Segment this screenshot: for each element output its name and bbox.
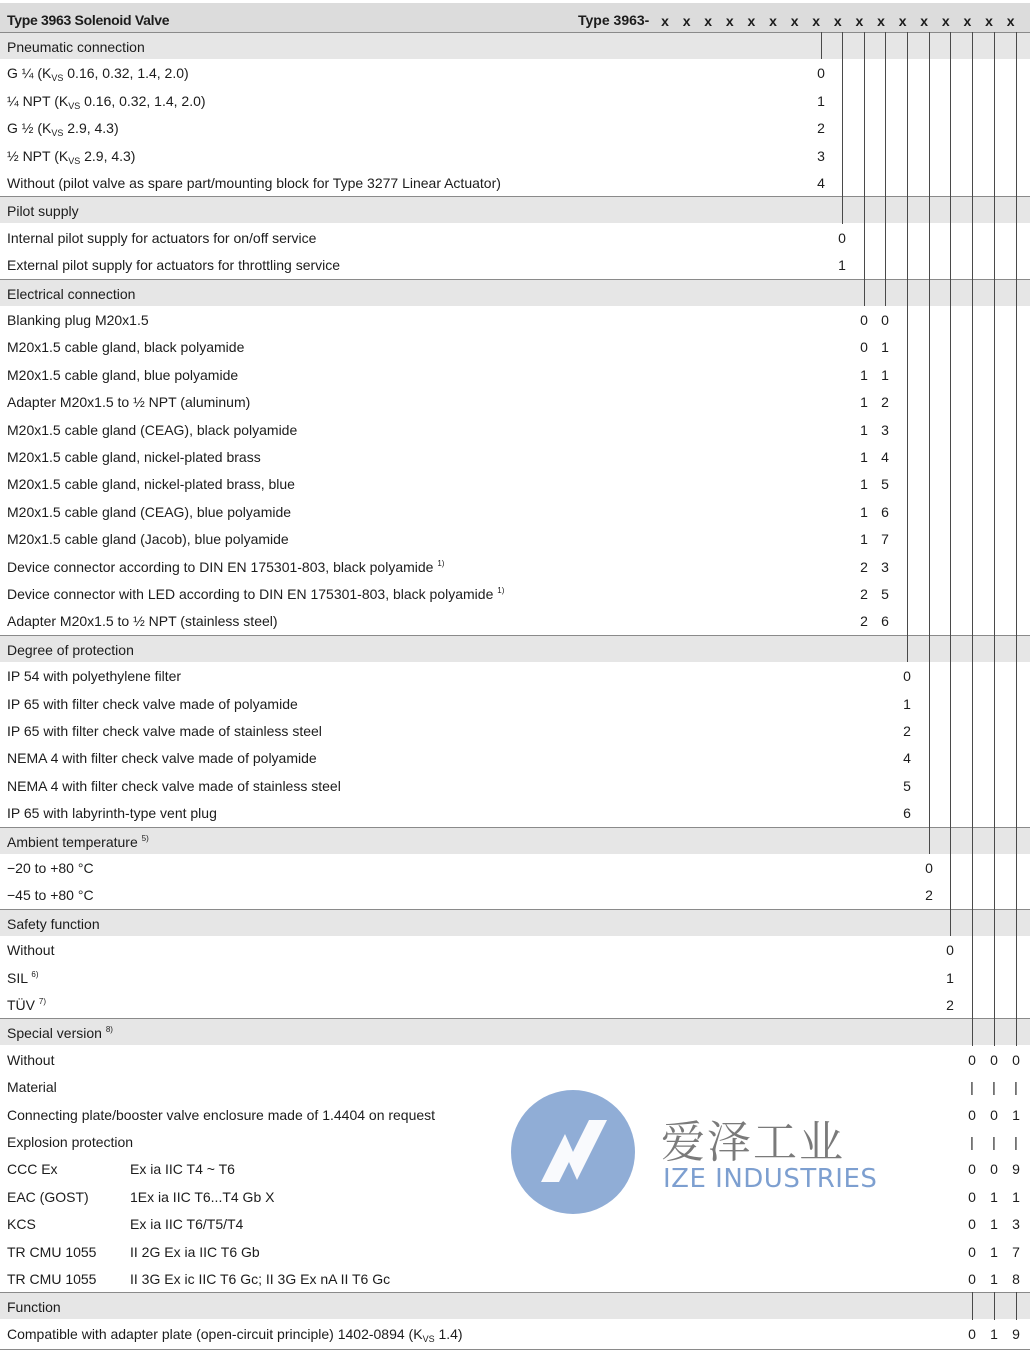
code-digit: 9 — [1012, 1161, 1020, 1178]
watermark — [511, 1088, 891, 1216]
document-title: Type 3963 Solenoid Valve — [7, 12, 170, 28]
option-label: M20x1.5 cable gland (CEAG), black polyamide — [7, 421, 298, 438]
code-digit: 1 — [860, 476, 868, 493]
code-digit: 5 — [903, 777, 911, 794]
option-row — [0, 1320, 1030, 1347]
code-digit: | — [992, 1134, 996, 1150]
option-label: EAC (GOST) — [7, 1188, 89, 1205]
code-digit: 0 — [817, 65, 825, 82]
option-row — [0, 306, 1030, 333]
section-header — [0, 827, 1030, 854]
column-guide-line — [842, 32, 843, 224]
option-row — [0, 251, 1030, 278]
section-title: Function — [7, 1299, 61, 1316]
column-guide-line — [972, 1292, 973, 1319]
option-detail: II 2G Ex ia IIC T6 Gb — [130, 1243, 260, 1260]
code-placeholder: x — [855, 13, 864, 29]
code-digit: 5 — [881, 476, 889, 493]
code-digit: 4 — [903, 750, 911, 767]
option-row — [0, 169, 1030, 196]
code-digit: 0 — [860, 312, 868, 328]
section-header — [0, 196, 1030, 223]
code-placeholder: x — [790, 13, 799, 29]
option-row — [0, 799, 1030, 826]
code-digit: 2 — [817, 120, 825, 137]
code-digit: | — [992, 1079, 996, 1096]
code-digit: | — [970, 1079, 974, 1096]
option-row — [0, 936, 1030, 963]
code-digit: | — [1014, 1134, 1018, 1150]
option-row — [0, 114, 1030, 141]
code-digit: 1 — [860, 449, 868, 465]
code-placeholder: x — [877, 13, 885, 29]
code-placeholder: x — [985, 13, 993, 29]
column-guide-line — [994, 1292, 995, 1319]
option-label: TÜV $^{7)}$ — [7, 997, 47, 1013]
option-row — [0, 991, 1030, 1018]
code-digit: 2 — [860, 558, 868, 575]
option-label: External pilot supply for actuators for throttling service — [7, 257, 341, 274]
code-digit: 0 — [946, 942, 954, 959]
code-placeholder: x — [747, 13, 756, 29]
option-detail: 1Ex ia IIC T6...T4 Gb X — [130, 1188, 275, 1205]
section-header — [0, 635, 1030, 662]
option-row — [0, 361, 1030, 388]
option-label: KCS — [7, 1216, 36, 1233]
code-digit: 0 — [925, 860, 933, 876]
bottom-rule — [0, 1349, 1030, 1350]
option-label: M20x1.5 cable gland (CEAG), blue polyamide — [7, 503, 292, 520]
code-digit: 0 — [990, 1051, 998, 1068]
code-digit: 2 — [860, 586, 868, 602]
code-digit: 0 — [903, 668, 911, 685]
code-placeholder: x — [725, 13, 734, 29]
option-label: M20x1.5 cable gland, blue polyamide — [7, 366, 239, 383]
option-row — [0, 1046, 1030, 1073]
code-digit: 3 — [1012, 1216, 1020, 1233]
code-digit: 6 — [881, 503, 889, 520]
code-digit: 1 — [881, 366, 889, 383]
code-placeholder: x — [682, 13, 691, 29]
code-digit: 0 — [968, 1051, 976, 1068]
option-label: M20x1.5 cable gland (Jacob), blue polyamide — [7, 531, 289, 548]
code-digit: 3 — [881, 558, 889, 575]
option-row — [0, 87, 1030, 114]
option-row — [0, 553, 1030, 580]
code-digit: 1 — [946, 969, 954, 986]
code-digit: 2 — [903, 723, 911, 739]
section-title: Pneumatic connection — [7, 39, 145, 55]
option-row — [0, 224, 1030, 251]
code-placeholder: x — [661, 13, 669, 29]
code-digit: 1 — [860, 503, 868, 520]
option-row — [0, 333, 1030, 360]
code-digit: 3 — [817, 147, 825, 164]
option-label: Internal pilot supply for actuators for on/off service — [7, 229, 317, 246]
option-row — [0, 1265, 1030, 1292]
option-label: Connecting plate/booster valve enclosure made of 1.4404 on request — [7, 1106, 436, 1123]
code-placeholder: x — [898, 13, 907, 29]
code-digit: 1 — [860, 394, 868, 411]
header-bar — [0, 3, 1030, 32]
code-digit: 4 — [817, 175, 825, 191]
code-digit: 5 — [881, 586, 889, 602]
section-title: Degree of protection — [7, 641, 134, 658]
option-label: IP 65 with filter check valve made of stainless steel — [7, 723, 322, 739]
option-label: TR CMU 1055 — [7, 1271, 97, 1287]
option-row — [0, 59, 1030, 86]
option-label: −20 to +80 °C — [7, 860, 94, 876]
code-digit: 4 — [881, 449, 889, 465]
column-guide-line — [972, 32, 973, 1046]
option-label: M20x1.5 cable gland, black polyamide — [7, 339, 245, 356]
code-digit: | — [1014, 1079, 1018, 1096]
code-placeholder: x — [963, 13, 972, 29]
option-row — [0, 388, 1030, 415]
code-placeholder: x — [704, 13, 713, 29]
option-label: G ¼ ($K_{VS}$ 0.16, 0.32, 1.4, 2.0) — [7, 65, 189, 84]
option-row — [0, 416, 1030, 443]
option-row — [0, 744, 1030, 771]
code-digit: 0 — [968, 1271, 976, 1287]
code-placeholder: x — [769, 13, 777, 29]
code-digit: 1 — [990, 1216, 998, 1233]
option-row — [0, 443, 1030, 470]
option-label: NEMA 4 with filter check valve made of polyamide — [7, 750, 317, 767]
code-digit: 9 — [1012, 1325, 1020, 1342]
column-guide-line — [929, 32, 930, 854]
type-code-prefix: Type 3963- — [578, 12, 650, 28]
option-label: SIL $^{6)}$ — [7, 969, 39, 986]
code-digit: | — [970, 1134, 974, 1150]
code-digit: 1 — [990, 1325, 998, 1342]
code-digit: 1 — [881, 339, 889, 356]
code-digit: 6 — [881, 613, 889, 630]
code-placeholder: x — [920, 13, 929, 29]
code-digit: 2 — [860, 613, 868, 630]
section-title: Pilot supply — [7, 203, 79, 220]
option-label: Adapter M20x1.5 to ½ NPT (aluminum) — [7, 394, 251, 411]
option-label: Device connector with LED according to DIN EN 175301-803, black polyamide $^{1)}$ — [7, 586, 505, 602]
option-label: Adapter M20x1.5 to ½ NPT (stainless steel) — [7, 613, 278, 630]
option-row — [0, 772, 1030, 799]
option-row — [0, 690, 1030, 717]
code-placeholder: x — [941, 13, 950, 29]
watermark-chinese-text: 爱泽工业 — [661, 1117, 845, 1168]
code-digit: 1 — [1012, 1188, 1020, 1205]
section-title: Ambient temperature $^{5)}$ — [7, 833, 149, 850]
option-detail: Ex ia IIC T4 ~ T6 — [130, 1161, 235, 1178]
option-label: Compatible with adapter plate (open-circuit principle) 1402-0894 ($K_{VS}$ 1.4) — [7, 1325, 463, 1344]
code-digit: 0 — [881, 312, 889, 328]
option-row — [0, 881, 1030, 908]
option-row — [0, 498, 1030, 525]
option-label: Without — [7, 942, 55, 959]
code-digit: 1 — [838, 257, 846, 274]
option-label: ¼ NPT ($K_{VS}$ 0.16, 0.32, 1.4, 2.0) — [7, 92, 206, 111]
option-row — [0, 142, 1030, 169]
option-label: TR CMU 1055 — [7, 1243, 97, 1260]
option-label: M20x1.5 cable gland, nickel-plated brass, blue — [7, 476, 295, 493]
code-digit: 7 — [1012, 1243, 1020, 1260]
option-row — [0, 662, 1030, 689]
watermark-english-text: IZE INDUSTRIES — [663, 1164, 878, 1194]
section-title: Electrical connection — [7, 285, 136, 302]
column-guide-line — [907, 32, 908, 662]
code-digit: 1 — [817, 92, 825, 109]
column-guide-line — [885, 32, 886, 306]
code-placeholder: x — [812, 13, 821, 29]
option-label: ½ NPT ($K_{VS}$ 2.9, 4.3) — [7, 147, 136, 166]
code-digit: 0 — [990, 1106, 998, 1123]
code-digit: 1 — [990, 1188, 998, 1205]
option-row — [0, 964, 1030, 991]
code-digit: 7 — [881, 531, 889, 548]
column-guide-line — [950, 32, 951, 936]
column-guide-line — [1016, 1292, 1017, 1319]
option-label: Device connector according to DIN EN 175301-803, black polyamide $^{1)}$ — [7, 558, 445, 575]
option-row — [0, 470, 1030, 497]
section-header — [0, 32, 1030, 59]
section-title: Safety function — [7, 915, 100, 932]
code-digit: 0 — [860, 339, 868, 356]
option-row — [0, 580, 1030, 607]
column-guide-line — [1016, 32, 1017, 1046]
section-header — [0, 279, 1030, 306]
column-guide-line — [864, 32, 865, 306]
option-label: IP 65 with filter check valve made of polyamide — [7, 695, 298, 712]
code-digit: 0 — [968, 1161, 976, 1178]
code-digit: 1 — [1012, 1106, 1020, 1123]
option-detail: Ex ia IIC T6/T5/T4 — [130, 1216, 244, 1233]
code-digit: 0 — [968, 1216, 976, 1233]
code-digit: 0 — [968, 1106, 976, 1123]
option-row — [0, 854, 1030, 881]
code-digit: 0 — [968, 1188, 976, 1205]
option-detail: II 3G Ex ic IIC T6 Gc; II 3G Ex nA II T6 Gc — [130, 1271, 391, 1287]
code-digit: 0 — [990, 1161, 998, 1178]
code-digit: 0 — [838, 229, 846, 246]
code-digit: 1 — [990, 1271, 998, 1287]
code-digit: 8 — [1012, 1271, 1020, 1287]
option-label: Blanking plug M20x1.5 — [7, 312, 149, 328]
code-digit: 0 — [968, 1325, 976, 1342]
section-title: Special version $^{8)}$ — [7, 1025, 113, 1042]
code-digit: 3 — [881, 421, 889, 438]
code-digit: 0 — [1012, 1051, 1020, 1068]
option-row — [0, 717, 1030, 744]
code-placeholder: x — [833, 13, 842, 29]
option-label: −45 to +80 °C — [7, 887, 94, 904]
code-digit: 6 — [903, 805, 911, 822]
code-digit: 1 — [860, 531, 868, 548]
section-header — [0, 1018, 1030, 1045]
code-digit: 0 — [968, 1243, 976, 1260]
code-placeholder: x — [1006, 13, 1015, 29]
option-row — [0, 1238, 1030, 1265]
code-digit: 1 — [903, 695, 911, 712]
option-label: Without (pilot valve as spare part/mounting block for Type 3277 Linear Actuator) — [7, 175, 501, 191]
option-label: IP 54 with polyethylene filter — [7, 668, 182, 685]
option-label: NEMA 4 with filter check valve made of stainless steel — [7, 777, 341, 794]
section-header — [0, 909, 1030, 936]
watermark-logo-icon — [511, 1090, 635, 1214]
column-guide-line — [821, 32, 822, 59]
code-digit: 1 — [860, 366, 868, 383]
column-guide-line — [994, 32, 995, 1046]
option-row — [0, 607, 1030, 634]
code-digit: 1 — [860, 421, 868, 438]
option-label: Material — [7, 1079, 57, 1096]
option-label: Without — [7, 1051, 55, 1068]
option-row — [0, 525, 1030, 552]
option-label: IP 65 with labyrinth-type vent plug — [7, 805, 217, 822]
code-digit: 2 — [881, 394, 889, 411]
code-digit: 1 — [990, 1243, 998, 1260]
code-digit: 2 — [946, 997, 954, 1013]
option-label: G ½ ($K_{VS}$ 2.9, 4.3) — [7, 120, 119, 139]
option-label: CCC Ex — [7, 1161, 58, 1178]
option-label: M20x1.5 cable gland, nickel-plated brass — [7, 449, 261, 465]
option-label: Explosion protection — [7, 1134, 134, 1150]
section-header — [0, 1292, 1030, 1319]
code-digit: 2 — [925, 887, 933, 904]
